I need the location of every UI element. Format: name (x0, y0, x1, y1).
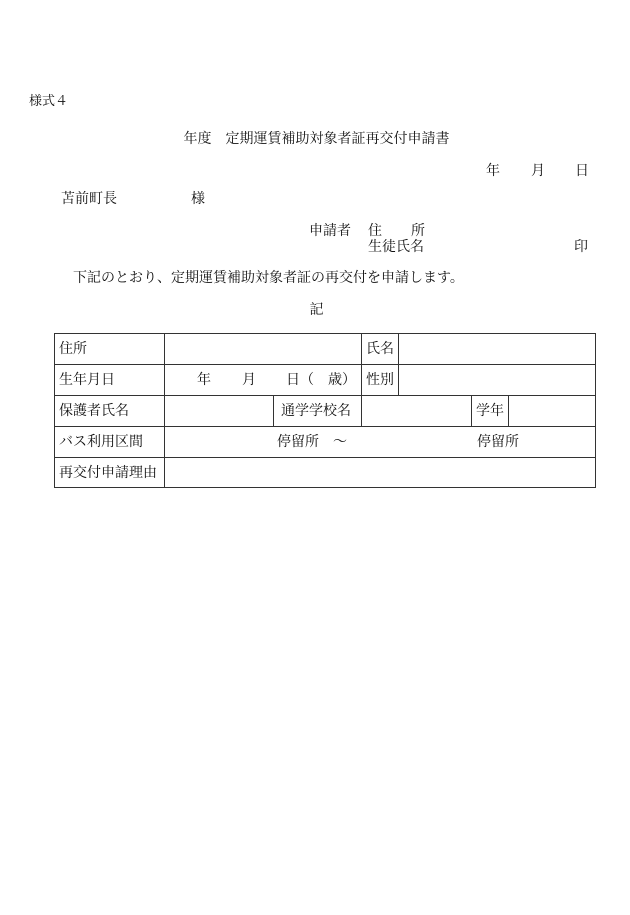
column-divider (361, 395, 362, 426)
birthdate-header: 生年月日 (59, 372, 115, 388)
date-month-label: 月 (531, 163, 545, 179)
ki-heading: 記 (309, 302, 324, 318)
row-divider (55, 364, 595, 365)
date-day-label: 日 (575, 163, 589, 179)
application-statement: 下記のとおり、定期運賃補助対象者証の再交付を申請します。 (73, 270, 464, 286)
birth-day-age-label: 日（ 歳） (286, 372, 356, 388)
guardian-name-header: 保護者氏名 (59, 403, 129, 419)
date-year-label: 年 (486, 163, 500, 179)
applicant-address-label-1: 住 (368, 223, 382, 239)
column-divider (508, 395, 509, 426)
column-divider (361, 334, 362, 396)
application-table (54, 333, 596, 488)
applicant-address-label-2: 所 (411, 223, 425, 239)
row-divider (55, 395, 595, 396)
bus-stop-from-label: 停留所 ～ (277, 434, 347, 450)
addressee: 苫前町長 (61, 191, 117, 207)
school-name-header: 通学学校名 (281, 403, 351, 419)
row-divider (55, 426, 595, 427)
address-header: 住所 (59, 341, 87, 357)
grade-header: 学年 (476, 403, 504, 419)
bus-stop-to-label: 停留所 (477, 434, 519, 450)
document-title: 年度 定期運賃補助対象者証再交付申請書 (183, 131, 450, 147)
seal-mark: 印 (574, 239, 588, 255)
label-column-divider (164, 334, 165, 487)
reissue-reason-header: 再交付申請理由 (59, 465, 157, 481)
bus-section-header: バス利用区間 (59, 434, 143, 450)
birth-year-label: 年 (197, 372, 211, 388)
form-number: 様式４ (29, 94, 69, 109)
row-divider (55, 457, 595, 458)
column-divider (471, 395, 472, 426)
column-divider (398, 334, 399, 396)
applicant-label: 申請者 (309, 223, 351, 239)
student-name-label: 生徒氏名 (368, 239, 424, 255)
sex-header: 性別 (366, 372, 394, 388)
honorific: 様 (191, 191, 205, 207)
name-header: 氏名 (366, 341, 394, 357)
birth-month-label: 月 (242, 372, 256, 388)
column-divider (273, 395, 274, 426)
